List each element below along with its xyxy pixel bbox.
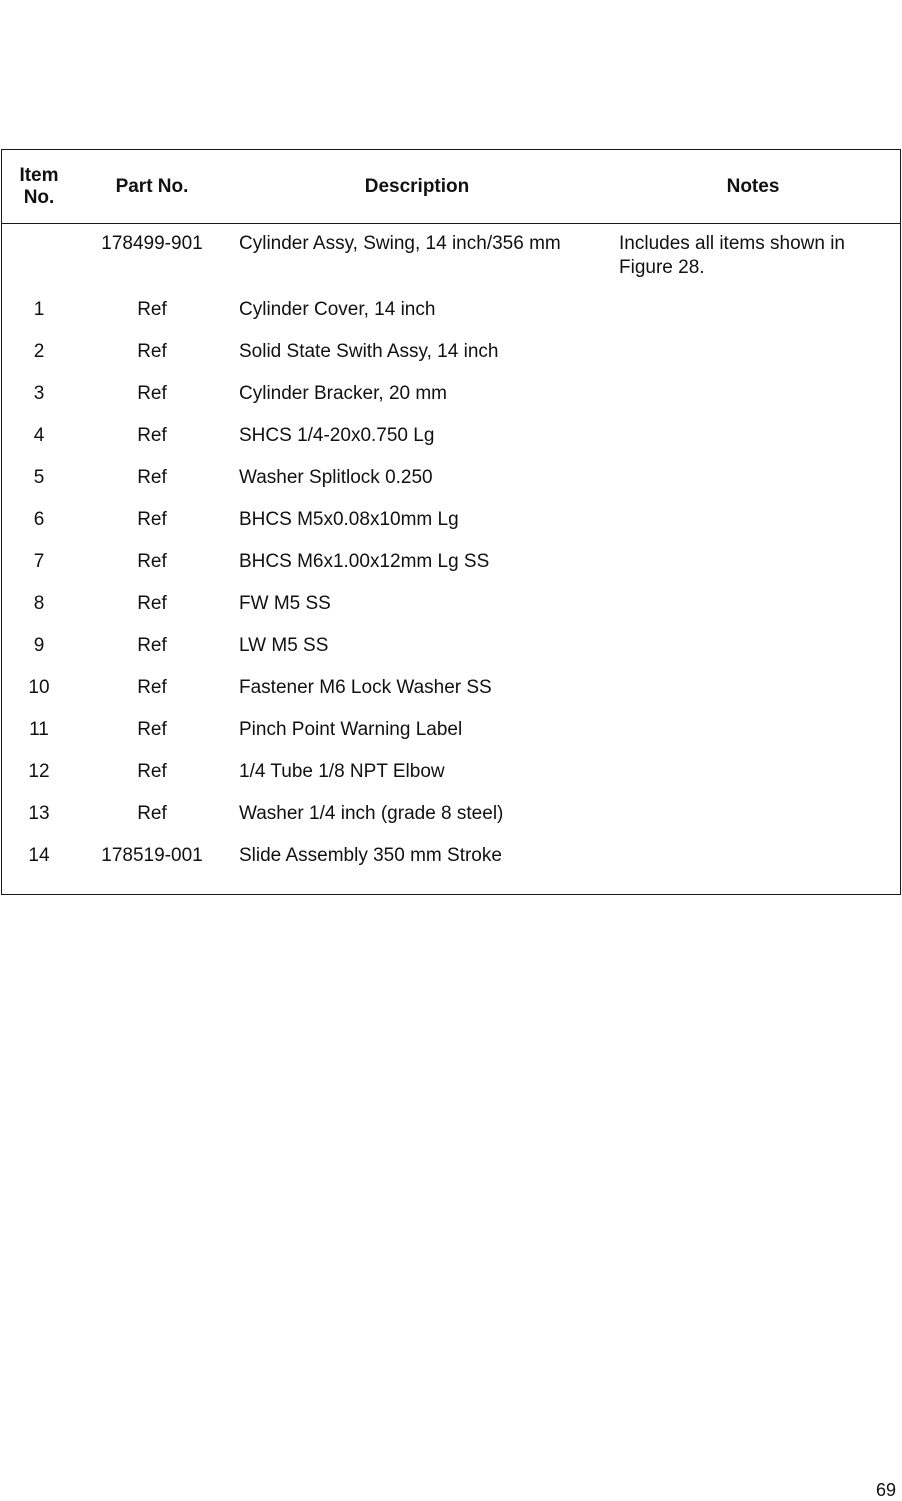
- table-row: [2, 676, 900, 718]
- table-row: [2, 718, 900, 760]
- parts-list-table: [1, 149, 901, 895]
- description-cell: Washer 1/4 inch (grade 8 steel): [239, 803, 504, 824]
- description-cell: Cylinder Cover, 14 inch: [239, 299, 436, 320]
- item-no-cell: 1: [33, 299, 45, 320]
- header-description: Description: [364, 175, 470, 197]
- part-no-cell: Ref: [137, 551, 167, 572]
- part-no-cell: Ref: [137, 593, 167, 614]
- table-body: [2, 224, 900, 894]
- header-notes: Notes: [726, 175, 780, 197]
- description-cell: 1/4 Tube 1/8 NPT Elbow: [239, 761, 445, 782]
- item-no-cell: 6: [33, 509, 45, 530]
- part-no-cell: Ref: [137, 761, 167, 782]
- header-item-no: [2, 165, 76, 209]
- header-part-no: Part No.: [115, 175, 189, 197]
- part-no-cell: Ref: [137, 425, 167, 446]
- notes-cell: [606, 298, 900, 340]
- table-row: [2, 844, 900, 886]
- part-no-cell: Ref: [137, 341, 167, 362]
- part-no-cell: Ref: [137, 383, 167, 404]
- part-no-cell: 178519-001: [101, 845, 203, 866]
- header-item-no-label: Item No.: [19, 164, 59, 208]
- part-no-cell: Ref: [137, 467, 167, 488]
- item-no-cell: 2: [33, 341, 45, 362]
- item-no-cell: 14: [28, 845, 50, 866]
- description-cell: Solid State Swith Assy, 14 inch: [239, 341, 499, 362]
- description-cell: SHCS 1/4-20x0.750 Lg: [239, 425, 435, 446]
- table-row: [2, 592, 900, 634]
- table-header-row: [2, 150, 900, 224]
- item-no-cell: 7: [33, 551, 45, 572]
- table-row: [2, 634, 900, 676]
- table-row: [2, 298, 900, 340]
- item-no-cell: 10: [28, 677, 50, 698]
- table-row: [2, 340, 900, 382]
- notes-cell: [606, 550, 900, 592]
- notes-cell: [606, 718, 900, 760]
- item-no-cell: 13: [28, 803, 50, 824]
- table-row: [2, 802, 900, 844]
- description-cell: BHCS M6x1.00x12mm Lg SS: [239, 551, 490, 572]
- page-number: 69: [875, 1480, 896, 1500]
- description-cell: Fastener M6 Lock Washer SS: [239, 677, 492, 698]
- part-no-cell: Ref: [137, 299, 167, 320]
- table-row: [2, 550, 900, 592]
- item-no-cell: 9: [33, 635, 45, 656]
- notes-cell: [606, 760, 900, 802]
- part-no-cell: Ref: [137, 635, 167, 656]
- part-no-cell: Ref: [137, 677, 167, 698]
- description-cell: BHCS M5x0.08x10mm Lg: [239, 509, 459, 530]
- part-no-cell: Ref: [137, 719, 167, 740]
- notes-cell: [606, 340, 900, 382]
- table-row: [2, 760, 900, 802]
- description-cell: FW M5 SS: [239, 593, 331, 614]
- notes-cell: [606, 676, 900, 718]
- notes-cell: Includes all items shown in Figure 28.: [619, 233, 845, 278]
- description-cell: Pinch Point Warning Label: [239, 719, 463, 740]
- item-no-cell: 8: [33, 593, 45, 614]
- description-cell: Washer Splitlock 0.250: [239, 467, 433, 488]
- table-row: [2, 508, 900, 550]
- notes-cell: [606, 634, 900, 676]
- table-row: [2, 232, 900, 298]
- notes-cell: [606, 844, 900, 886]
- part-no-cell: 178499-901: [101, 233, 203, 254]
- description-cell: Cylinder Bracker, 20 mm: [239, 383, 448, 404]
- part-no-cell: Ref: [137, 509, 167, 530]
- notes-cell: [606, 424, 900, 466]
- description-cell: LW M5 SS: [239, 635, 329, 656]
- table-row: [2, 424, 900, 466]
- notes-cell: [606, 508, 900, 550]
- part-no-cell: Ref: [137, 803, 167, 824]
- notes-cell: [606, 382, 900, 424]
- table-row: [2, 382, 900, 424]
- table-row: [2, 466, 900, 508]
- item-no-cell: 3: [33, 383, 45, 404]
- item-no-cell: 4: [33, 425, 45, 446]
- notes-cell: [606, 466, 900, 508]
- item-no-cell: [2, 232, 76, 298]
- notes-cell: [606, 592, 900, 634]
- description-cell: Cylinder Assy, Swing, 14 inch/356 mm: [239, 233, 561, 254]
- notes-cell: [606, 802, 900, 844]
- item-no-cell: 12: [28, 761, 50, 782]
- item-no-cell: 11: [29, 719, 49, 740]
- description-cell: Slide Assembly 350 mm Stroke: [239, 845, 502, 866]
- item-no-cell: 5: [33, 467, 45, 488]
